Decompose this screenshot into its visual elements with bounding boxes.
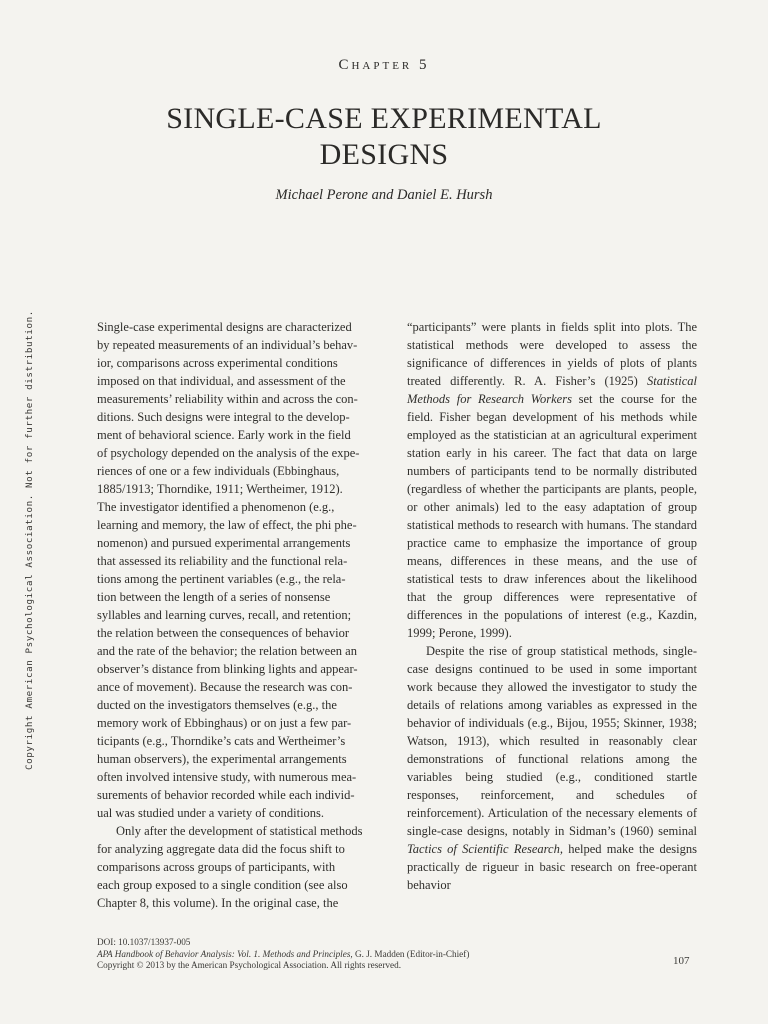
text-line: ditions. Such designs were integral to the develop- bbox=[97, 410, 350, 424]
text-line: and the rate of the behavior; the relation between an bbox=[97, 644, 357, 658]
text-line: surements of behavior recorded while each individ- bbox=[97, 788, 355, 802]
text-line: syllables and learning curves, recall, and retention; bbox=[97, 608, 352, 622]
text-line: Only after the development of statistical methods bbox=[116, 824, 363, 838]
doi: DOI: 10.1037/13937-005 bbox=[97, 937, 191, 947]
paragraph-text: helped make the designs practically de rigueur in basic research on free-operant behavior bbox=[407, 842, 697, 892]
text-line: measurements’ reliability within and across the con- bbox=[97, 392, 358, 406]
text-line: by repeated measurements of an individual’s behav- bbox=[97, 338, 358, 352]
text-line: Single-case experimental designs are characterized bbox=[97, 320, 352, 334]
book-title: Tactics of Scientific Research, bbox=[407, 842, 563, 856]
paragraph bbox=[97, 318, 387, 822]
paragraph bbox=[407, 642, 697, 894]
paragraph-text: “participants” were plants in fields split into plots. The statistical methods were developed to assess the significance of differences in yields of plots of plants treated differently. R. A. Fisher’s (1925) bbox=[407, 320, 697, 388]
citation-editor: G. J. Madden (Editor-in-Chief) bbox=[352, 948, 470, 959]
text-line: learning and memory, the law of effect, the phi phe- bbox=[97, 518, 357, 532]
text-line: ior, comparisons across experimental conditions bbox=[97, 356, 338, 370]
text-line: tion between the length of a series of nonsense bbox=[97, 590, 331, 604]
text-line: imposed on that individual, and assessment of the bbox=[97, 374, 346, 388]
text-line: ance of movement). Because the research was con- bbox=[97, 680, 353, 694]
text-line: that assessed its reliability and the functional rela- bbox=[97, 554, 348, 568]
paragraph bbox=[407, 318, 697, 642]
title-line-2: DESIGNS bbox=[319, 138, 449, 171]
left-column bbox=[97, 318, 387, 912]
text-line: observer’s distance from blinking lights and appear- bbox=[97, 662, 358, 676]
text-line: Chapter 8, this volume). In the original case, the bbox=[97, 896, 339, 910]
text-line: for analyzing aggregate data did the focus shift to bbox=[97, 842, 345, 856]
chapter-label: Chapter 5 bbox=[338, 57, 430, 73]
text-line: 1885/1913; Thorndike, 1911; Wertheimer, 1912). bbox=[97, 482, 343, 496]
text-line: riences of one or a few individuals (Ebbinghaus, bbox=[97, 464, 340, 478]
paragraph-text: set the course for the field. Fisher began development of his methods while employed as the statistician at an agricultural experiment station early in his career. The fact that data on large numbers of participants tend to be normally distributed (regardless of whether the participants are plants, people, or other animals) led to the easy adaptation of group statistical methods to research with humans. The standard practice came to emphasize the importance of group means, differences in these means, and the use of statistical tests to draw inferences about the likelihood that the group differences were representative of differences in the populations of interest (e.g., Kazdin, 1999; Perone, 1999). bbox=[407, 392, 697, 640]
text-line: ment of behavioral science. Early work in the field bbox=[97, 428, 351, 442]
text-line: often involved intensive study, with numerous mea- bbox=[97, 770, 357, 784]
footer bbox=[97, 937, 577, 972]
text-line: comparisons across groups of participants, with bbox=[97, 860, 336, 874]
text-line: ticipants (e.g., Thorndike’s cats and Wertheimer’s bbox=[97, 734, 346, 748]
side-copyright-notice: Copyright American Psychological Association. Not for further distribution. bbox=[24, 310, 35, 770]
text-line: ual was studied under a variety of conditions. bbox=[97, 806, 325, 820]
page-number: 107 bbox=[673, 955, 690, 967]
citation bbox=[97, 949, 577, 961]
text-line: The investigator identified a phenomenon (e.g., bbox=[97, 500, 335, 514]
citation-title: APA Handbook of Behavior Analysis: Vol. 1. Methods and Principles, bbox=[97, 948, 353, 959]
title-line-1: SINGLE-CASE EXPERIMENTAL bbox=[166, 102, 602, 135]
paragraph bbox=[97, 822, 387, 912]
paragraph-text: Despite the rise of group statistical methods, single-case designs continued to be used in some important work because they allowed the investigator to study the details of relations among variables as expressed in the behavior of individuals (e.g., Bijou, 1955; Skinner, 1938; Watson, 1913), which resulted in reasonably clear demonstrations of functional relations among the variables being studied (e.g., conditioned startle responses, reinforcement, and schedules of reinforcement). Articulation of the necessary elements of single-case designs, notably in Sidman’s (1960) seminal bbox=[407, 644, 697, 838]
right-column bbox=[407, 318, 697, 894]
authors: Michael Perone and Daniel E. Hursh bbox=[275, 187, 493, 203]
text-line: human observers), the experimental arrangements bbox=[97, 752, 347, 766]
text-line: each group exposed to a single condition (see also bbox=[97, 878, 348, 892]
book-title: Statistical Methods for Research Workers bbox=[407, 374, 697, 406]
text-line: memory work of Ebbinghaus) or on just a few par- bbox=[97, 716, 352, 730]
chapter-title bbox=[0, 101, 768, 173]
text-line: tions among the pertinent variables (e.g., the rela- bbox=[97, 572, 346, 586]
text-line: nomenon) and pursued experimental arrangements bbox=[97, 536, 351, 550]
copyright-line: Copyright © 2013 by the American Psychological Association. All rights reserved. bbox=[97, 960, 401, 970]
text-line: of psychology depended on the analysis of the expe- bbox=[97, 446, 360, 460]
text-line: the relation between the consequences of behavior bbox=[97, 626, 349, 640]
text-line: ducted on the investigators themselves (e.g., the bbox=[97, 698, 337, 712]
